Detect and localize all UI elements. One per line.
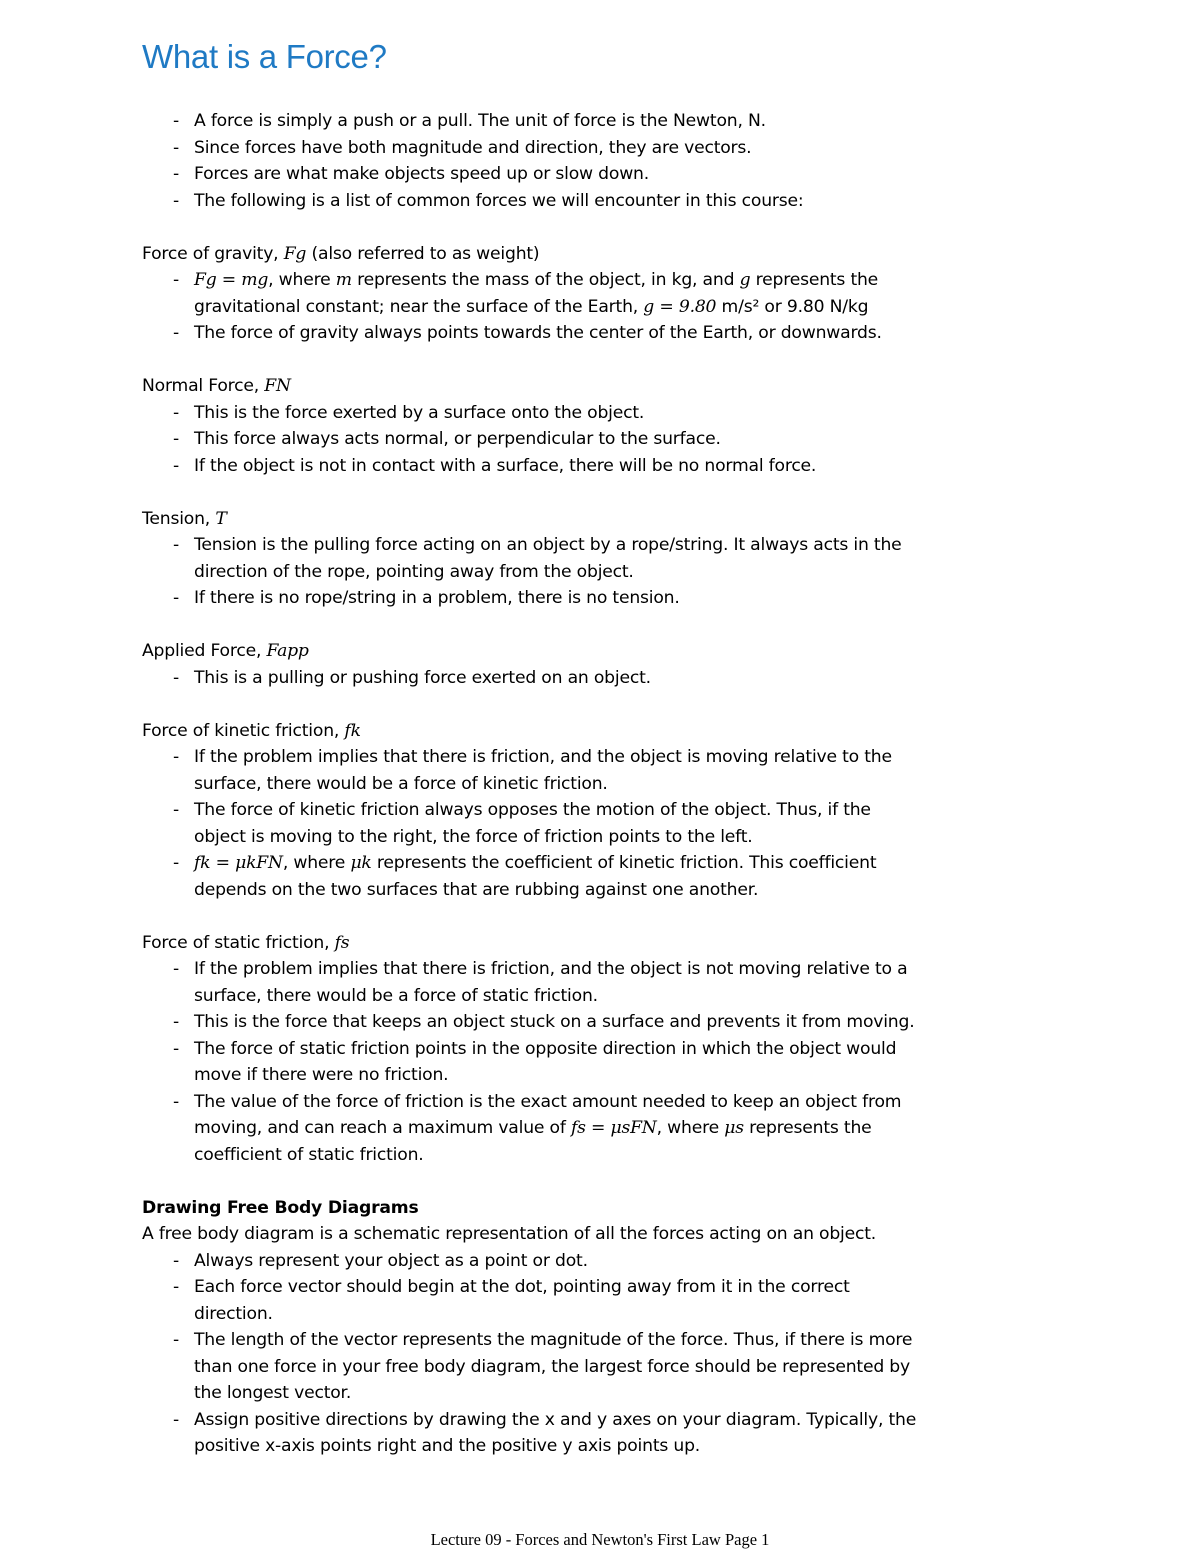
list-item: - The force of kinetic friction always opposes the motion of the object. Thus, if the [142,797,962,824]
section-heading-normal: Normal Force, FN [142,376,291,396]
list-item: - This force always acts normal, or perpendicular to the surface. [142,426,962,453]
list-item-continuation: direction of the rope, pointing away from the object. [194,561,634,582]
list-item-continuation: than one force in your free body diagram, the largest force should be represented by [194,1356,910,1377]
list-item: - Always represent your object as a point or dot. [142,1248,962,1275]
list-item: - If there is no rope/string in a problem, there is no tension. [142,585,962,612]
list-item-continuation: positive x-axis points right and the positive y axis points up. [194,1436,701,1456]
list-item: - Fg = mg, where m represents the mass of the object, in kg, and g represents the [142,267,962,294]
list-item: - Assign positive directions by drawing the x and y axes on your diagram. Typically, the [142,1407,962,1434]
list-item-continuation: object is moving to the right, the force of friction points to the left. [194,826,753,847]
page-title: What is a Force? [142,38,387,75]
list-item: - If the problem implies that there is friction, and the object is not moving relative to a [142,956,962,983]
paragraph: A free body diagram is a schematic representation of all the forces acting on an object. [142,1224,877,1244]
list-item-continuation: gravitational constant; near the surface of the Earth, g = 9.80 m/s² or 9.80 N/kg [194,296,869,317]
list-item: - Each force vector should begin at the dot, pointing away from it in the correct [142,1274,962,1301]
list-item-continuation: surface, there would be a force of static friction. [194,985,598,1006]
list-item-continuation: moving, and can reach a maximum value of fs = μsFN, where μs represents the [194,1118,872,1138]
list-item: - The following is a list of common forces we will encounter in this course: [142,188,962,215]
list-item: - If the problem implies that there is friction, and the object is moving relative to the [142,744,962,771]
notes-body [142,108,962,1460]
list-item-continuation: move if there were no friction. [194,1065,449,1085]
page-footer: Lecture 09 - Forces and Newton's First Law Page 1 [430,1530,770,1549]
section-heading-kinetic: Force of kinetic friction, fk [142,720,361,741]
list-item: - Forces are what make objects speed up or slow down. [142,161,962,188]
list-item: - This is the force exerted by a surface onto the object. [142,400,962,427]
section-heading-gravity: Force of gravity, Fg (also referred to as weight) [142,243,540,264]
section-heading-applied: Applied Force, Fapp [142,641,309,661]
list-item-continuation: depends on the two surfaces that are rubbing against one another. [194,879,759,900]
list-item-continuation: surface, there would be a force of kinetic friction. [194,773,608,794]
list-item: - Tension is the pulling force acting on an object by a rope/string. It always acts in the [142,532,962,559]
list-item-continuation: direction. [194,1303,273,1324]
section-heading-tension: Tension, T [142,508,227,529]
list-item: - The value of the force of friction is the exact amount needed to keep an object from [142,1089,962,1116]
section-heading-static: Force of static friction, fs [142,932,350,953]
list-item-continuation: coefficient of static friction. [194,1144,424,1165]
list-item: - The force of gravity always points towards the center of the Earth, or downwards. [142,320,962,347]
list-item: - A force is simply a push or a pull. The unit of force is the Newton, N. [142,108,962,135]
list-item: - The force of static friction points in the opposite direction in which the object would [142,1036,962,1063]
list-item: - The length of the vector represents the magnitude of the force. Thus, if there is more [142,1327,962,1354]
list-item: - This is the force that keeps an object stuck on a surface and prevents it from moving. [142,1009,962,1036]
list-item: - This is a pulling or pushing force exerted on an object. [142,665,962,692]
list-item: - If the object is not in contact with a surface, there will be no normal force. [142,453,962,480]
list-item: - fk = μkFN, where μk represents the coefficient of kinetic friction. This coefficient [142,850,962,877]
section-heading-fbd: Drawing Free Body Diagrams [142,1197,419,1218]
list-item: - Since forces have both magnitude and direction, they are vectors. [142,135,962,162]
list-item-continuation: the longest vector. [194,1383,352,1403]
